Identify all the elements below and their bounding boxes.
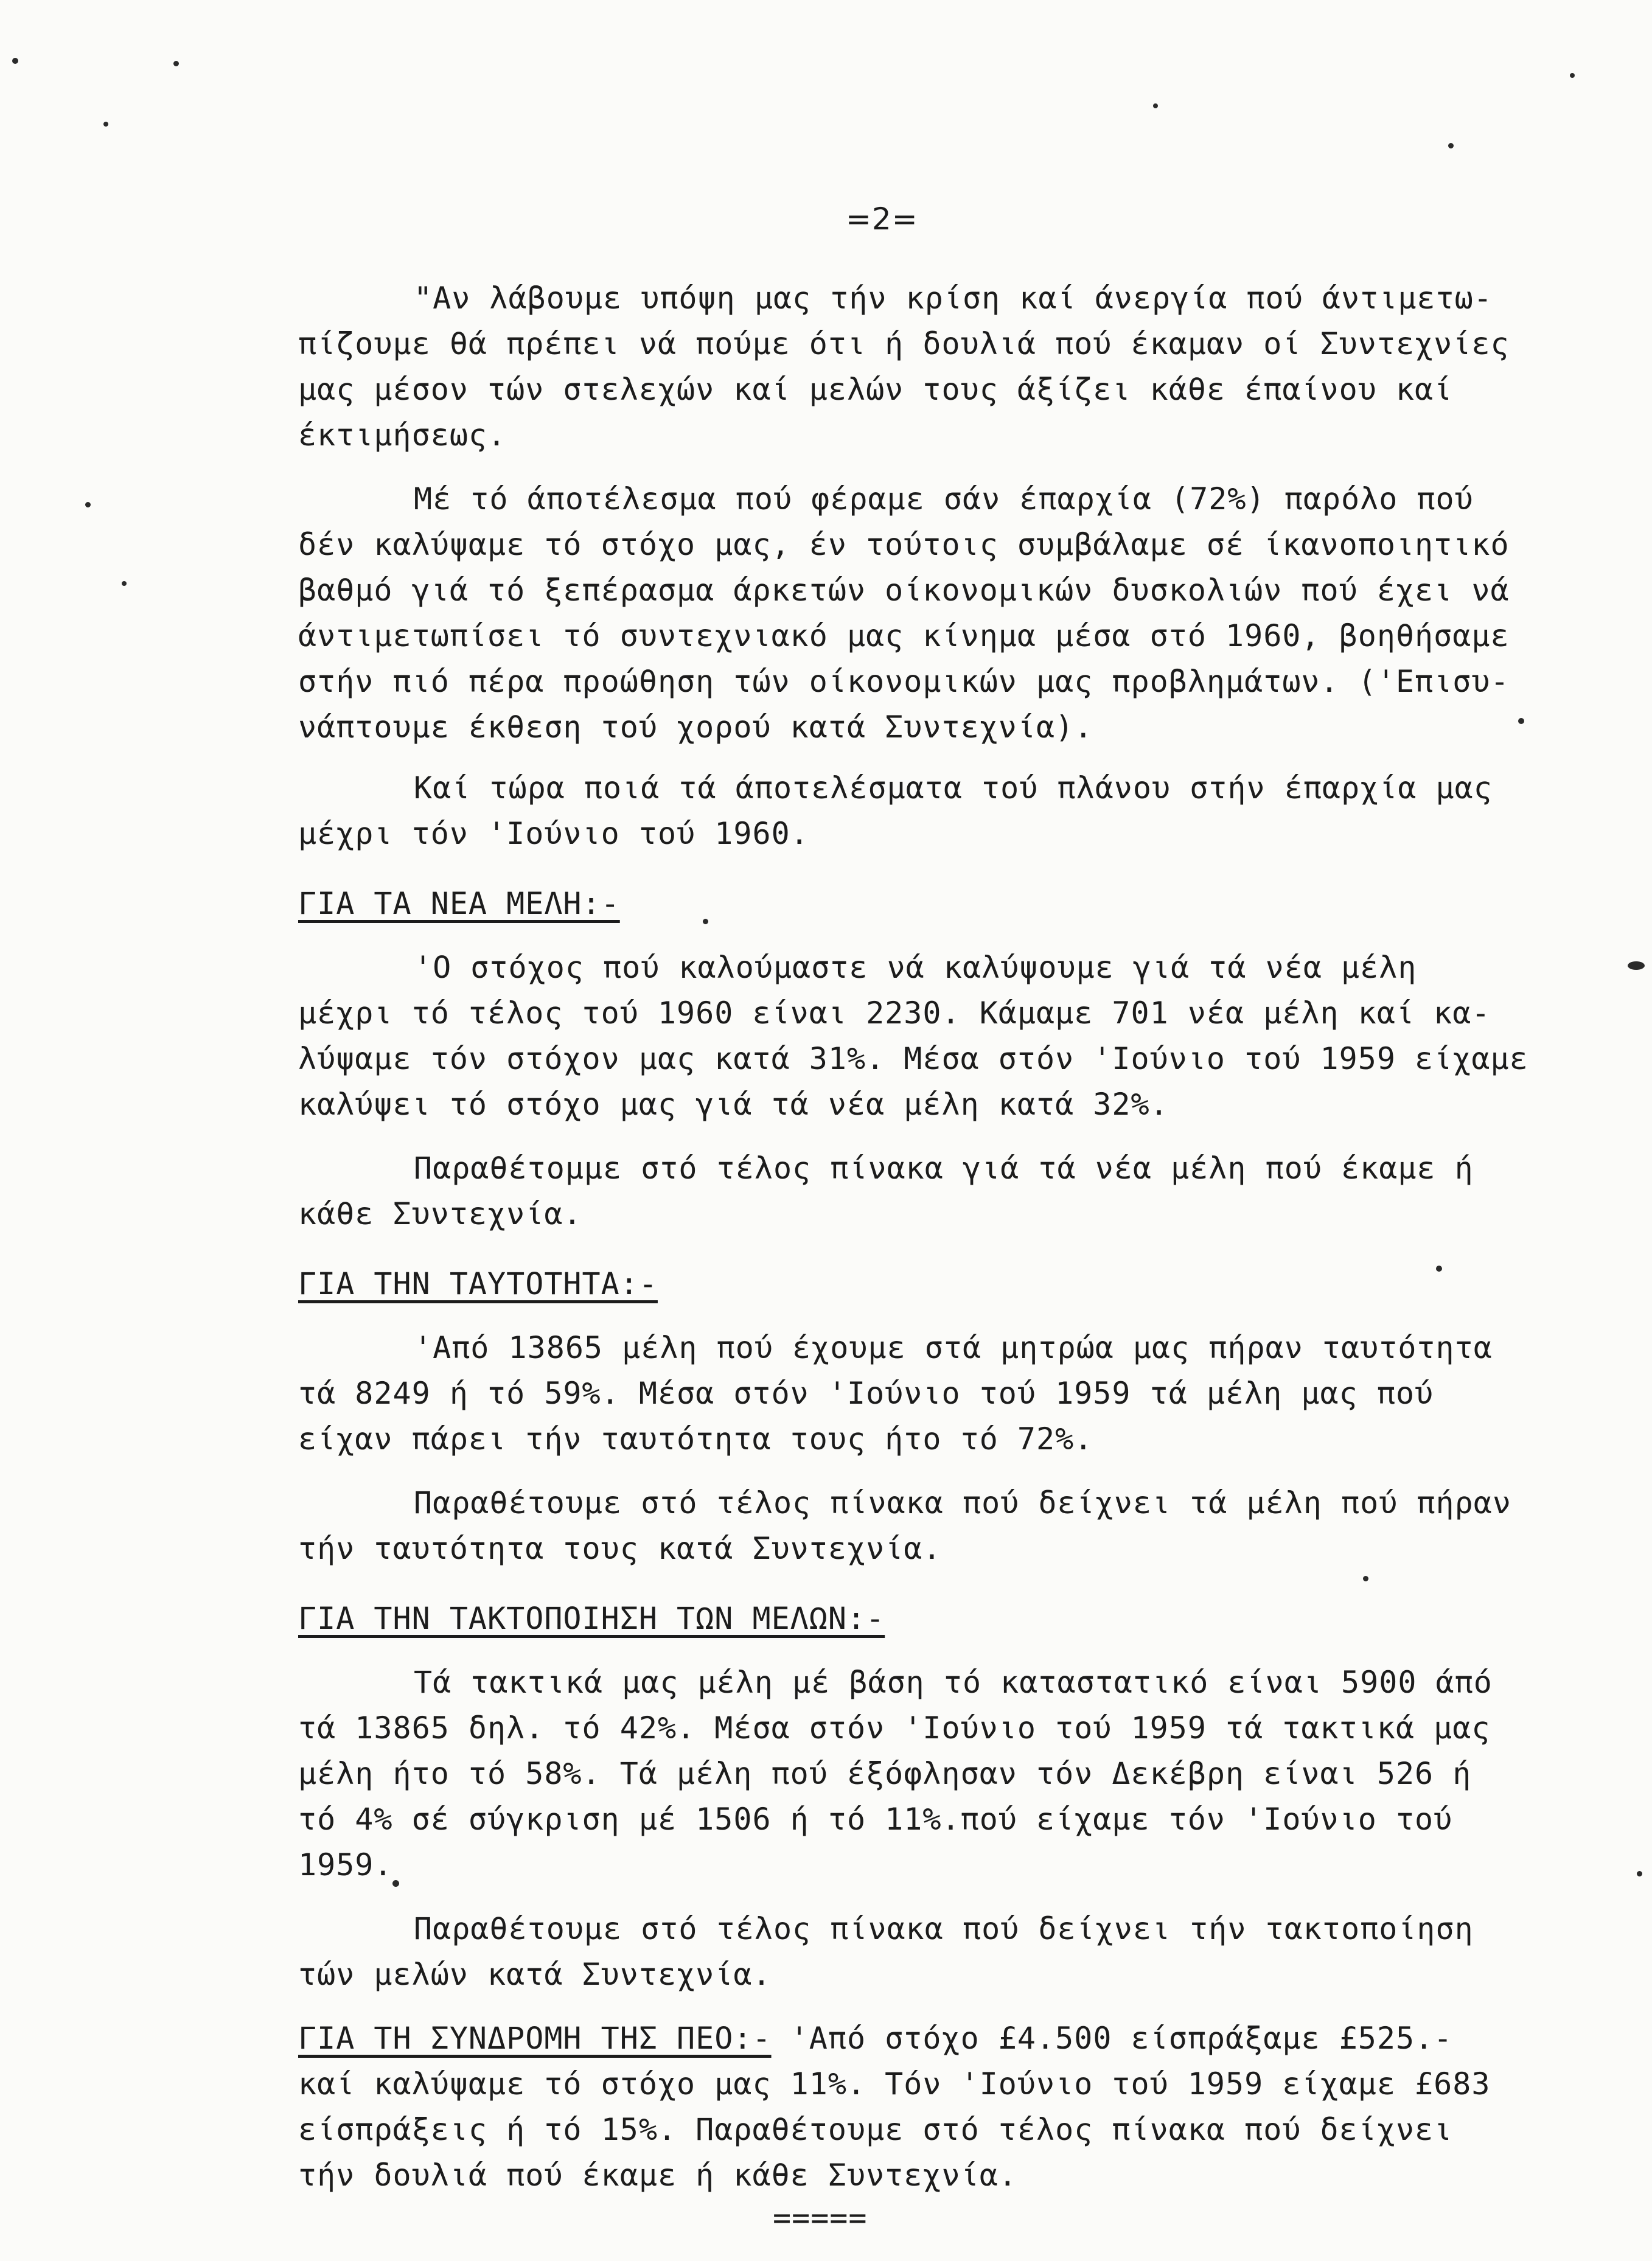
text-line: μέχρι τόν 'Ιούνιο τού 1960.: [298, 816, 809, 851]
text-line: Παραθέτομμε στό τέλος πίνακα γιά τά νέα μέλη πού έκαμε ή: [414, 1151, 1474, 1186]
scan-speck: [12, 58, 18, 64]
text-line: είσπράξεις ή τό 15%. Παραθέτουμε στό τέλος πίνακα πού δείχνει: [298, 2112, 1453, 2147]
scan-speck: [1628, 961, 1645, 970]
text-line: τήν ταυτότητα τους κατά Συντεχνία.: [298, 1531, 942, 1566]
section-heading-peo-subscription: ΓΙΑ ΤΗ ΣΥΝΔΡΟΜΗ ΤΗΣ ΠΕΟ:-: [298, 2021, 772, 2056]
scan-speck: [1518, 718, 1524, 724]
section-heading-new-members: ΓΙΑ ΤΑ ΝΕΑ ΜΕΛΗ:-: [298, 886, 620, 921]
text-line: Παραθέτουμε στό τέλος πίνακα πού δείχνει τά μέλη πού πήραν: [414, 1485, 1511, 1521]
text-line: τά 8249 ή τό 59%. Μέσα στόν 'Ιούνιο τού 1959 τά μέλη μας πού: [298, 1376, 1434, 1411]
end-mark: =====: [773, 2200, 868, 2235]
text-line: Παραθέτουμε στό τέλος πίνακα πού δείχνει τήν τακτοποίηση: [414, 1911, 1474, 1946]
text-line: καί καλύψαμε τό στόχο μας 11%. Τόν 'Ιούνιο τού 1959 είχαμε £683: [298, 2066, 1491, 2102]
text-line: τά 13865 δηλ. τό 42%. Μέσα στόν 'Ιούνιο τού 1959 τά τακτικά μας: [298, 1710, 1491, 1746]
text-line: τήν δουλιά πού έκαμε ή κάθε Συντεχνία.: [298, 2158, 1017, 2193]
scan-speck: [1637, 1871, 1642, 1876]
scan-speck: [122, 581, 127, 586]
scan-speck: [85, 502, 91, 507]
text-line: 'Από 13865 μέλη πού έχουμε στά μητρώα μας πήραν ταυτότητα: [414, 1330, 1493, 1365]
text-line: τό 4% σέ σύγκριση μέ 1506 ή τό 11%.πού είχαμε τόν 'Ιούνιο τού: [298, 1802, 1453, 1837]
scan-speck: [1448, 143, 1454, 148]
text-line: λύψαμε τόν στόχον μας κατά 31%. Μέσα στόν 'Ιούνιο τού 1959 είχαμε: [298, 1041, 1528, 1076]
text-line: Μέ τό άποτέλεσμα πού φέραμε σάν έπαρχία (72%) παρόλο πού: [414, 481, 1474, 517]
text-line: 'Ο στόχος πού καλούμαστε νά καλύψουμε γιά τά νέα μέλη: [414, 950, 1417, 985]
scan-speck: [1153, 103, 1158, 108]
text-line: 1959.: [298, 1847, 393, 1883]
text-line: μέλη ήτο τό 58%. Τά μέλη πού έξόφλησαν τόν Δεκέβρη είναι 526 ή: [298, 1756, 1472, 1791]
text-line: κάθε Συντεχνία.: [298, 1196, 582, 1232]
page-number: =2=: [846, 201, 918, 237]
text-line: βαθμό γιά τό ξεπέρασμα άρκετών οίκονομικών δυσκολιών πού έχει νά: [298, 573, 1510, 608]
scan-speck: [703, 919, 708, 924]
text-line: μας μέσον τών στελεχών καί μελών τους άξίζει κάθε έπαίνου καί: [298, 372, 1453, 407]
text-line: μέχρι τό τέλος τού 1960 είναι 2230. Κάμαμε 701 νέα μέλη καί κα-: [298, 995, 1491, 1031]
scan-speck: [1570, 73, 1575, 78]
final-section-line: [298, 2020, 1452, 2057]
text-line: δέν καλύψαμε τό στόχο μας, έν τούτοις συμβάλαμε σέ ίκανοποιητικό: [298, 527, 1510, 562]
text-line: τών μελών κατά Συντεχνία.: [298, 1957, 772, 1992]
section-heading-identity: ΓΙΑ ΤΗΝ ΤΑΥΤΟΤΗΤΑ:-: [298, 1266, 658, 1301]
text-line: έκτιμήσεως.: [298, 417, 507, 453]
text-line: "Αν λάβουμε υπόψη μας τήν κρίση καί άνεργία πού άντιμετω-: [414, 280, 1493, 316]
text-line: Καί τώρα ποιά τά άποτελέσματα τού πλάνου στήν έπαρχία μας: [414, 770, 1493, 806]
text-line: πίζουμε θά πρέπει νά πούμε ότι ή δουλιά πού έκαμαν οί Συντεχνίες: [298, 326, 1510, 361]
scan-speck: [1363, 1576, 1368, 1581]
text-line: Τά τακτικά μας μέλη μέ βάση τό καταστατικό είναι 5900 άπό: [414, 1665, 1493, 1700]
section-heading-regularisation: ΓΙΑ ΤΗΝ ΤΑΚΤΟΠΟΙΗΣΗ ΤΩΝ ΜΕΛΩΝ:-: [298, 1601, 885, 1636]
text-line: είχαν πάρει τήν ταυτότητα τους ήτο τό 72%.: [298, 1421, 1093, 1457]
scan-speck: [103, 122, 108, 127]
scan-speck: [173, 61, 179, 66]
text-line: άντιμετωπίσει τό συντεχνιακό μας κίνημα μέσα στό 1960, βοηθήσαμε: [298, 618, 1510, 653]
text-line: καλύψει τό στόχο μας γιά τά νέα μέλη κατά 32%.: [298, 1087, 1169, 1122]
text-line: στήν πιό πέρα προώθηση τών οίκονομικών μας προβλημάτων. ('Επισυ-: [298, 664, 1510, 699]
text-line: 'Από στόχο £4.500 είσπράξαμε £525.-: [771, 2021, 1453, 2056]
text-line: νάπτουμε έκθεση τού χορού κατά Συντεχνία).: [298, 709, 1093, 745]
scan-speck: [1436, 1266, 1442, 1272]
scan-speck: [392, 1880, 399, 1887]
